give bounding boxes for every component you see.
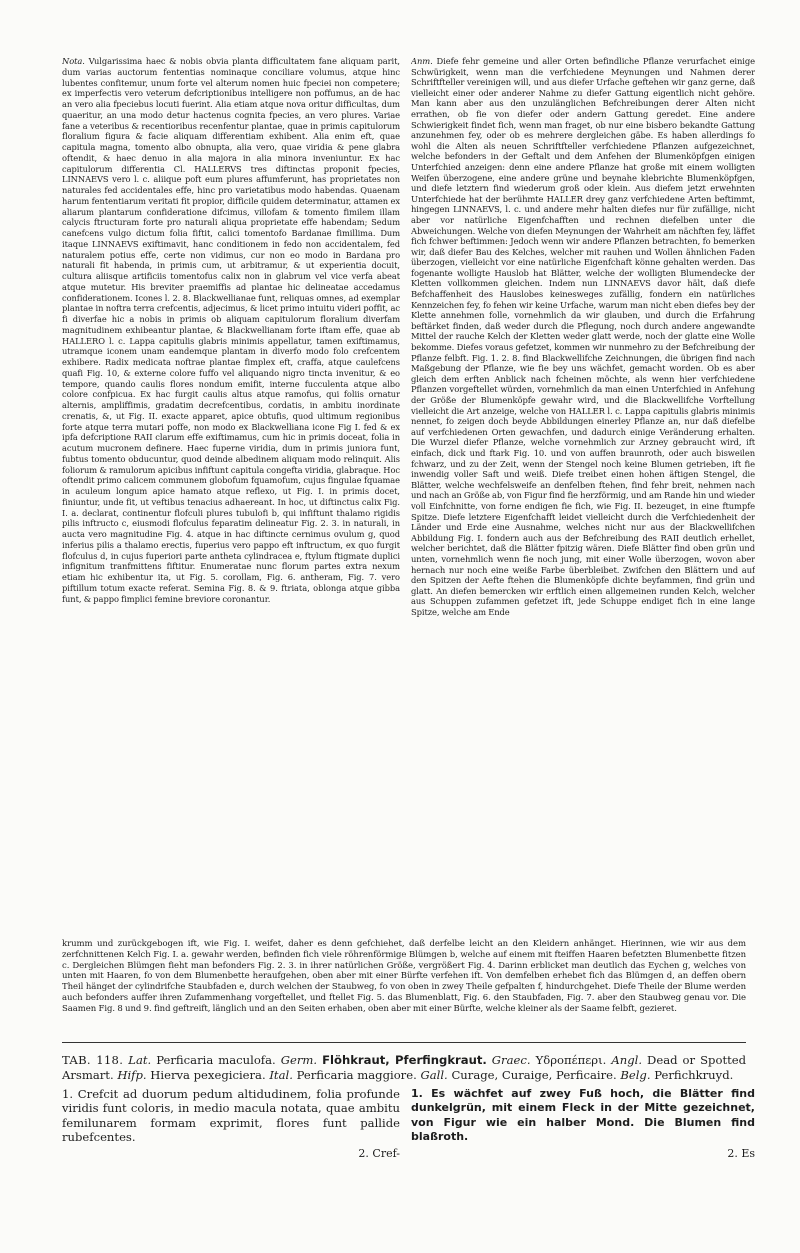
german-body: Diefe fehr gemeine und aller Orten befindliche Pflanze verurfachet einige Schwürigkeit, wenn man die verfchiedene Meynungen und Nahmen derer Schriftfteller vereinigen will, und aus diefer Urfache geftehen wir ganz gerne, daß vielleicht einer oder anderer Nahme zu diefer Gattung eigentlich nicht gehöre. Man kann aber aus den unzulänglichen Befchreibungen derer Alten nicht errathen, ob fie von diefer oder andern Gattung geredet. Eine andere Schwierigkeit findet fich, wenn man fraget, ob nur eine bisbero bekandte Gattung anzunehmen fey, oder ob es mehrere dergleichen gäbe. Es haben allerdings fo wohl die Alten als neuen Schriftfteller verfchiedene Pflanzen aufgezeichnet, welche befonders in der Geftalt und dem Anfehen der Blumenköpfgen einigen Unterfchied anzeigen: denn eine andere Pflanze hat große mit einem wolligten Weifen überzogene, eine andere grüne und beynahe klebrichte Blumenköpfgen, und diefe letztern find wiederum groß oder klein. Aus diefem jetzt erwehnten Unterfchiede hat der berühmte HALLER drey ganz verfchiedene Arten beftimmt, hingegen LINNAEVS, l. c. und andere mehr halten diefes nur für zufällige, nicht aber vor natürliche Eigenfchafften und rechnen diefelben unter die Abweichungen. Welche von diefen Meynungen der Wahrheit am nächften fey, läffet fich fchwer beftimmen: Jedoch wenn wir andere Pflanzen betrachten, fo bemerken wir, daß diefer Bau des Kelches, welcher mit rauhen und Wollen ähnlichen Faden überzogen, vielleicht vor eine natürliche Eigenfchaft könne gehalten werden. Das fogenante wolligte Hauslob hat Blätter, welche der wolligten Blumendecke der Kletten vollkommen gleichen. Indem nun LINNAEVS davor hält, daß diefe Befchaffenheit des Hauslobes keinesweges zufällig, fondern ein natürliches Kennzeichen fey, fo fehen wir keine Urfache, warum man nicht eben diefes bey der Klette annehmen folle, vornehmlich da wir glauben, und durch die Erfahrung beftärket finden, daß weder durch die Pflegung, noch durch andere angewandte Mittel der rauche Kelch der Kletten weder glatt werde, noch der glatte eine Wolle bekomme. Diefes voraus gefetzet, kommen wir nunmehro zu der Befchreibung der Pflanze felbft. Fig. 1. 2. 8. find Blackwellifche Zeichnungen, die übrigen find nach Maßgebung der Pflanze, wie fie bey uns wächfet, gemacht worden. Ob es aber gleich dem erften Anblick nach fcheinen möchte, als wenn hier verfchiedene Pflanzen vorgeftellet würden, vornehmlich da man einen Unterfchied in Anfehung der Größe der Blumenköpfe gewahr wird, und die Blackwellifche Vorftellung vielleicht die Art anzeige, welche von HALLER l. c. Lappa capitulis glabris minimis nennet, fo zeigen doch beyde Abbildungen einerley Pflanze an, nur daß diefelbe auf verfchiedenen Orten gewachfen, und dadurch einige Veränderung erhalten. Die Wurzel diefer Pflanze, welche vornehmlich zur Arzney gebraucht wird, ift einfach, dick und ftark Fig. 10. und von auffen braunroth, oder auch bisweilen fchwarz, und zu der Zeit, wenn der Stengel noch keine Blumen getrieben, ift fie inwendig voller Saft und weiß. Diefe treibet einen hohen äftigen Stengel, die Blätter, welche wechfelsweife an denfelben ftehen, find fehr breit, nehmen nach und nach an Größe ab, von Figur find fie herzförmig, und am Rande hin und wieder voll Einfchnitte, von forne endigen fie fich, wie Fig. II. bezeuget, in eine ftumpfe Spitze. Diefe letztere Eigenfchafft leidet vielleicht durch die Verfchiedenheit der Länder und Erde eine Ausnahme, welches nicht nur aus der Blackwellifchen Abbildung Fig. I. fondern auch aus der Befchreibung des RAII deutlich erhellet, welcher berichtet, daß die Blätter fpitzig wären. Diefe Blätter find oben grün und unten, vornehmlich wenn fie noch jung, mit einer Wolle überzogen, wovon aber hernach nur noch eine weiße Farbe überbleibet. Zwifchen den Blättern und auf den Spitzen der Aefte ftehen die Blumenköpfe dichte beyfammen, find grün und glatt. An diefen bemercken wir erftlich einen allgemeinen runden Kelch, welcher aus Schuppen zufammen gefetzet ift, jede Schuppe endiget fich in eine lange Spitze, welche am Ende (411, 56, 755, 617)
french-plant-name: Curage, Curaige, Perficaire. (451, 1067, 617, 1082)
latin-lead: Nota. (62, 56, 85, 66)
lat-label: Lat. (128, 1053, 152, 1067)
two-column-commentary (62, 56, 755, 939)
english-plant-name: Dead or Spotted Arsmart. (62, 1053, 747, 1082)
german-paragraph (411, 56, 755, 939)
plate-header (62, 1053, 746, 1083)
latin-plant-name: Perficaria maculofa. (156, 1053, 276, 1067)
german-plant-names: Flöhkraut, Pferfingkraut. (322, 1053, 487, 1067)
english-label: Angl. (611, 1053, 643, 1067)
latin-catchword: 2. Cref- (358, 1146, 400, 1160)
plant-description (62, 1086, 755, 1160)
german-continuation: krumm und zurückgebogen ift, wie Fig. I. weifet, daher es denn gefchiehet, daß derfelbe leicht an den Kleidern anhänget. Hierinnen, wie wir aus dem zerfchnittenen Kelch Fig. I. a. gewahr werden, befinden fich viele röhrenförmige Blümgen b, welche auf einem mit fteiffen Haaren befetzten Blumenbette fitzen c. Dergleichen Blümgen fieht man befonders Fig. 2. 3. in ihrer natürlichen Größe, vergrößert Fig. 4. Darinn erblicket man deutlich das Eychen g, welches von unten mit Haaren, fo von dem Blumenbette heraufgehen, oben aber mit einer Bürfte verfehen ift. Von demfelben erhebet fich das Blümgen d, an deffen obern Theil hänget der cylindrifche Staubfaden e, durch welchen der Staubweg, fo von oben in zwey Theile gefpalten f, hindurchgehet. Diefe Theile der Blume werden auch befonders auffer ihren Zufammenhang vorgeftellet, und ftellet Fig. 5. das Blumenblatt, Fig. 6. den Staubfaden, Fig. 7. aber den Staubweg genau vor. Die Saamen Fig. 8 und 9. find geftreift, länglich und an den Seiten erhaben, oben aber mit einer Bürfte, welche kleiner als der Saame felbft, gezieret. (62, 939, 746, 1014)
section-divider (62, 1042, 746, 1043)
italian-label: Ital. (269, 1067, 293, 1082)
italian-plant-name: Perficaria maggiore. (296, 1067, 417, 1082)
latin-description: 1. Crefcit ad duorum pedum altidudinem, folia profunde viridis funt coloris, in medio macula notata, quae ambitu femilunarem formam exprimit, flores funt pallide rubefcentes. (62, 1086, 400, 1145)
plate-number: TAB. 118. (62, 1053, 124, 1067)
dutch-label: Belg. (620, 1067, 651, 1082)
latin-description-column (62, 1087, 400, 1160)
latin-paragraph (62, 56, 400, 939)
spanish-plant-name: Hierva pexegiciera. (150, 1067, 266, 1082)
greek-label: Graec. (491, 1053, 531, 1067)
latin-body: Vulgarissima haec & nobis obvia planta difficultatem fane aliquam parit, dum varias auctorum fententias nominaque conciliare volumus, atque hinc lubentes confitemur, unum forte vel alterum nomen huic fpeciei non competere; ex imperfectis vero veterum defcriptionibus intelligere non poffumus, an de hac an vero alia fpeciebus locuti fuerint. Alia etiam atque nova oritur difficultas, dum quaeritur, an una modo detur hactenus cognita fpecies, an vero plures. Variae fane a veteribus & recentioribus recenfentur plantae, quae in primis capitulorum floralium figura & facie aliquam differentiam exhibent. Alia enim eft, quae capitula magna, tomento albo obnupta, alia vero, quae viridia & pene glabra oftendit, & haec denuo in alia majora in alia minora inveniuntur. Ex hac capitulorum differentia Cl. HALLERVS tres diftinctas proponit fpecies, LINNAEVS vero l. c. aliique poft eum plures affumferunt, has proprietates non naturales fed accidentales effe, hinc pro varietatibus modo habendas. Quaenam harum fententiarum veritati fit propior, difficile quidem determinatur, attamen ex aliarum plantarum confideratione difcimus, villofam & tomento fimilem illam calycis ftructuram forte pro naturali aliqua proprietate effe habendam; Sedum canefcens vulgo dictum folia fiftit, calici tomentofo Bardanae fimillima. Dum itaque LINNAEVS exiftimavit, hanc conditionem in fedo non accidentalem, fed naturalem potius effe, certe non vidimus, cur non eo modo in Bardana pro naturali fit habenda, in primis cum, ut arbitramur, & ut experientia docuit, cultura aliisque artificiis tomentofus calix non in glabrum vel vice verfa abeat atque mutetur. His breviter praemiffis ad plantae hic delineatae accedamus confiderationem. Icones l. 2. 8. Blackwellianae funt, reliquas omnes, ad exemplar plantae in noftra terra crefcentis, adjecimus, & licet primo intuitu videri poffit, ac fi diverfae hic a nobis in primis ob aliquam capitulorum floralium diverfam magnitudinem exhibeantur plantae, & Blackwellianam forte iftam effe, quae ab HALLERO l. c. Lappa capitulis glabris minimis appellatur, tamen exiftimamus, utramque iconem unam eandemque plantam in diverfo modo folo crefcentem exhibere. Radix medicata noftrae plantae fimplex eft, craffa, atque caulefcens quafi Fig. 10, & externe colore fuffo vel aliquando nigro tincta invenitur, & eo tempore, quando caulis flores nondum emifit, interne fucculenta atque albo colore confpicua. Ex hac furgit caulis altus atque ramofus, qui foliis ornatur alternis, ampliffimis, gradatim decrefcentibus, cordatis, in ambitu inordinate crenatis, &, ut Fig. II. exacte apparet, apice obtufis, quod ultimum regionibus forte atque terra mutari poffe, non modo ex Blackwelliana icone Fig I. fed & ex ipfa defcriptione RAII clarum effe exiftimamus, cum hic in primis doceat, folia in acutum mucronem definere. Haec fuperne viridia, dum in primis juniora funt, fubtus tomento obducuntur, quod deinde albedinem aliquam modo relinquit. Alis foliorum & ramulorum apicibus infiftunt capitula congefta viridia, glabraque. Hoc oftendit primo calicem communem globofum fquamofum, cujus fingulae fquamae in aculeum longum apice hamato atque reflexo, ut Fig. I. in primis docet, finiuntur, unde fit, ut veftibus tenacius adhaereant. In hoc, ut diftinctus calix Fig. I. a. declarat, continentur flofculi plures tubulofi b, qui infiftunt thalamo rigidis pilis inftructo c, eiusmodi flofculus feparatim delineatur Fig. 2. 3. in naturali, in aucta vero magnitudine Fig. 4. atque in hac diftincte cernimus ovulum g, quod inferius pilis a thalamo erectis, fuperius vero pappo eft inftructum, ex quo furgit flofculus d, in cujus fuperiori parte antheta cylindracea e, ftylum ftigmate duplici infignitum tranfmittens fiftitur. Enumeratae nunc florum partes extra nexum etiam hic exhibentur ita, ut Fig. 5. corollam, Fig. 6. antheram, Fig. 7. vero piftillum totum exacte referat. Semina Fig. 8. & 9. ftriata, oblonga atque gibba funt, & pappo fimplici femine breviore coronantur. (62, 56, 400, 604)
latin-column (62, 56, 400, 939)
germ-label: Germ. (280, 1053, 318, 1067)
spanish-label: Hifp. (117, 1067, 147, 1082)
german-description-column (411, 1087, 755, 1160)
german-description: 1. Es wächfet auf zwey Fuß hoch, die Blätter find dunkelgrün, mit einem Fleck in der Mitte gezeichnet, von Figur wie ein halber Mond. Die Blumen find blaßroth. (411, 1086, 755, 1144)
greek-plant-name: Υδροπέπερι. (535, 1053, 607, 1067)
french-label: Gall. (420, 1067, 448, 1082)
german-column (411, 56, 755, 939)
german-lead: Anm. (411, 56, 433, 66)
german-catchword: 2. Es (727, 1146, 755, 1160)
dutch-plant-name: Perfichkruyd. (654, 1067, 734, 1082)
